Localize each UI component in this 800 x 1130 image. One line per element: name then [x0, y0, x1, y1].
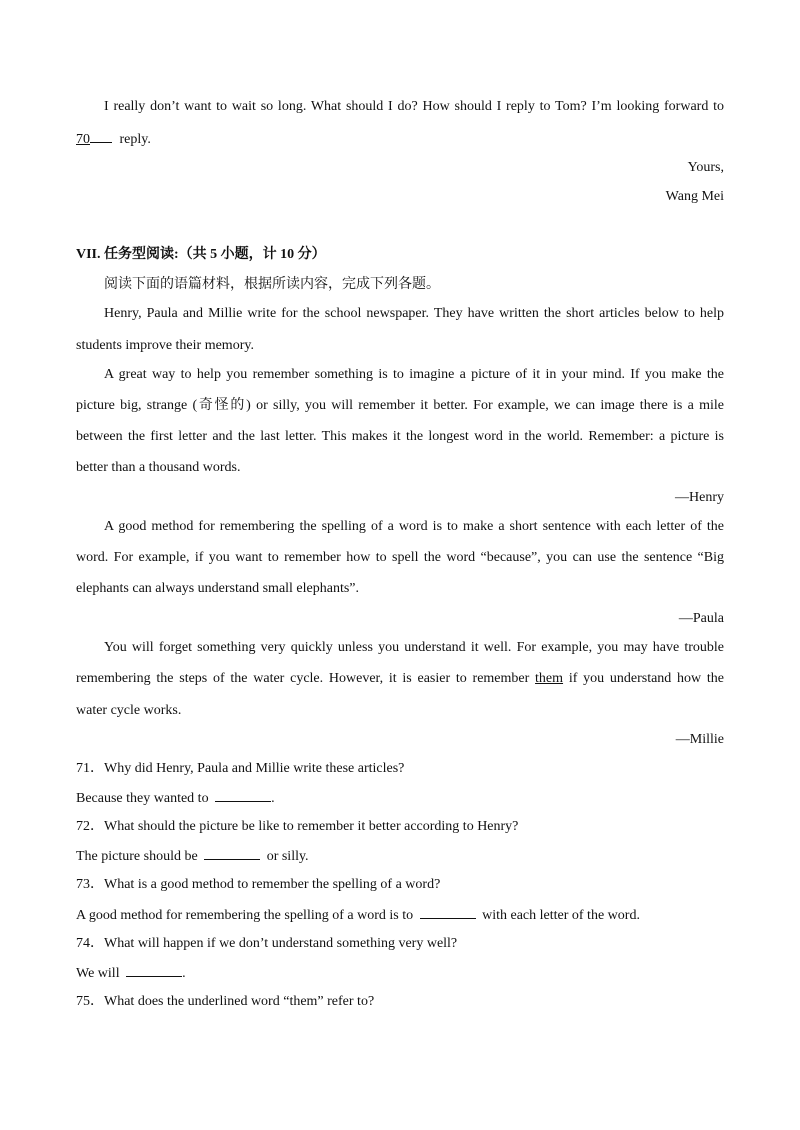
answer-blank[interactable] — [126, 964, 182, 977]
letter-paragraph-line: I really don’t want to wait so long. What should I do? How should I reply to Tom? I’m looking forward to — [104, 99, 724, 114]
henry-paragraph-line: better than a thousand words. — [76, 460, 241, 475]
answer-text: A good method for remembering the spelling of a word is to — [76, 908, 414, 923]
answer-blank[interactable] — [215, 789, 271, 802]
underlined-word: them — [535, 671, 564, 686]
millie-paragraph-line: You will forget something very quickly unless you understand it well. For example, you may have trouble — [104, 640, 724, 655]
answer-text: . — [182, 966, 186, 981]
letter-paragraph-line — [76, 130, 724, 149]
millie-text: if you understand how the — [568, 671, 725, 686]
henry-signature: —Henry — [675, 490, 724, 505]
answer-73 — [76, 906, 724, 925]
question-75: 75．What does the underlined word “them” refer to? — [76, 994, 375, 1009]
answer-blank[interactable] — [90, 130, 112, 143]
henry-paragraph-line: between the first letter and the last letter. This makes it the longest word in the world. Remember: a picture is — [76, 429, 724, 444]
henry-paragraph-line: picture big, strange (奇怪的) or silly, you will remember it better. For example, we can image there is a mile — [76, 398, 724, 413]
letter-closing: Yours, — [687, 160, 724, 175]
question-71: 71．Why did Henry, Paula and Millie write these articles? — [76, 761, 405, 776]
millie-paragraph-line: water cycle works. — [76, 703, 182, 718]
question-74: 74．What will happen if we don’t understand something very well? — [76, 936, 458, 951]
answer-74 — [76, 964, 724, 983]
answer-text: with each letter of the word. — [482, 908, 640, 923]
answer-text: We will — [76, 966, 120, 981]
paula-signature: —Paula — [678, 611, 724, 626]
answer-72 — [76, 847, 724, 866]
intro-line: students improve their memory. — [76, 338, 254, 353]
letter-signature: Wang Mei — [665, 189, 724, 204]
intro-line: Henry, Paula and Millie write for the school newspaper. They have written the short articles below to help — [104, 306, 724, 321]
millie-signature: —Millie — [675, 732, 724, 747]
henry-paragraph-line: A great way to help you remember something is to imagine a picture of it in your mind. If you make the — [104, 367, 724, 382]
answer-text: Because they wanted to — [76, 791, 209, 806]
answer-blank[interactable] — [420, 906, 476, 919]
question-73: 73．What is a good method to remember the spelling of a word? — [76, 877, 441, 892]
answer-text: . — [271, 791, 275, 806]
millie-text: remembering the steps of the water cycle. However, it is easier to remember — [76, 671, 530, 686]
answer-blank[interactable] — [204, 847, 260, 860]
answer-71 — [76, 789, 724, 808]
millie-paragraph-line — [76, 670, 724, 688]
letter-text: reply. — [119, 132, 151, 147]
section-instruction: 阅读下面的语篇材料，根据所读内容，完成下列各题。 — [104, 277, 440, 292]
section-heading: VII. 任务型阅读:（共 5 小题，计 10 分） — [76, 247, 326, 262]
paula-paragraph-line: elephants can always understand small elephants”. — [76, 581, 360, 596]
paula-paragraph-line: A good method for remembering the spelling of a word is to make a short sentence with each letter of the — [104, 519, 724, 534]
question-number-70: 70 — [76, 132, 90, 147]
answer-text: The picture should be — [76, 849, 198, 864]
paula-paragraph-line: word. For example, if you want to remember how to spell the word “because”, you can use the sentence “Big — [76, 550, 724, 565]
answer-text: or silly. — [266, 849, 309, 864]
question-72: 72．What should the picture be like to remember it better according to Henry? — [76, 819, 519, 834]
